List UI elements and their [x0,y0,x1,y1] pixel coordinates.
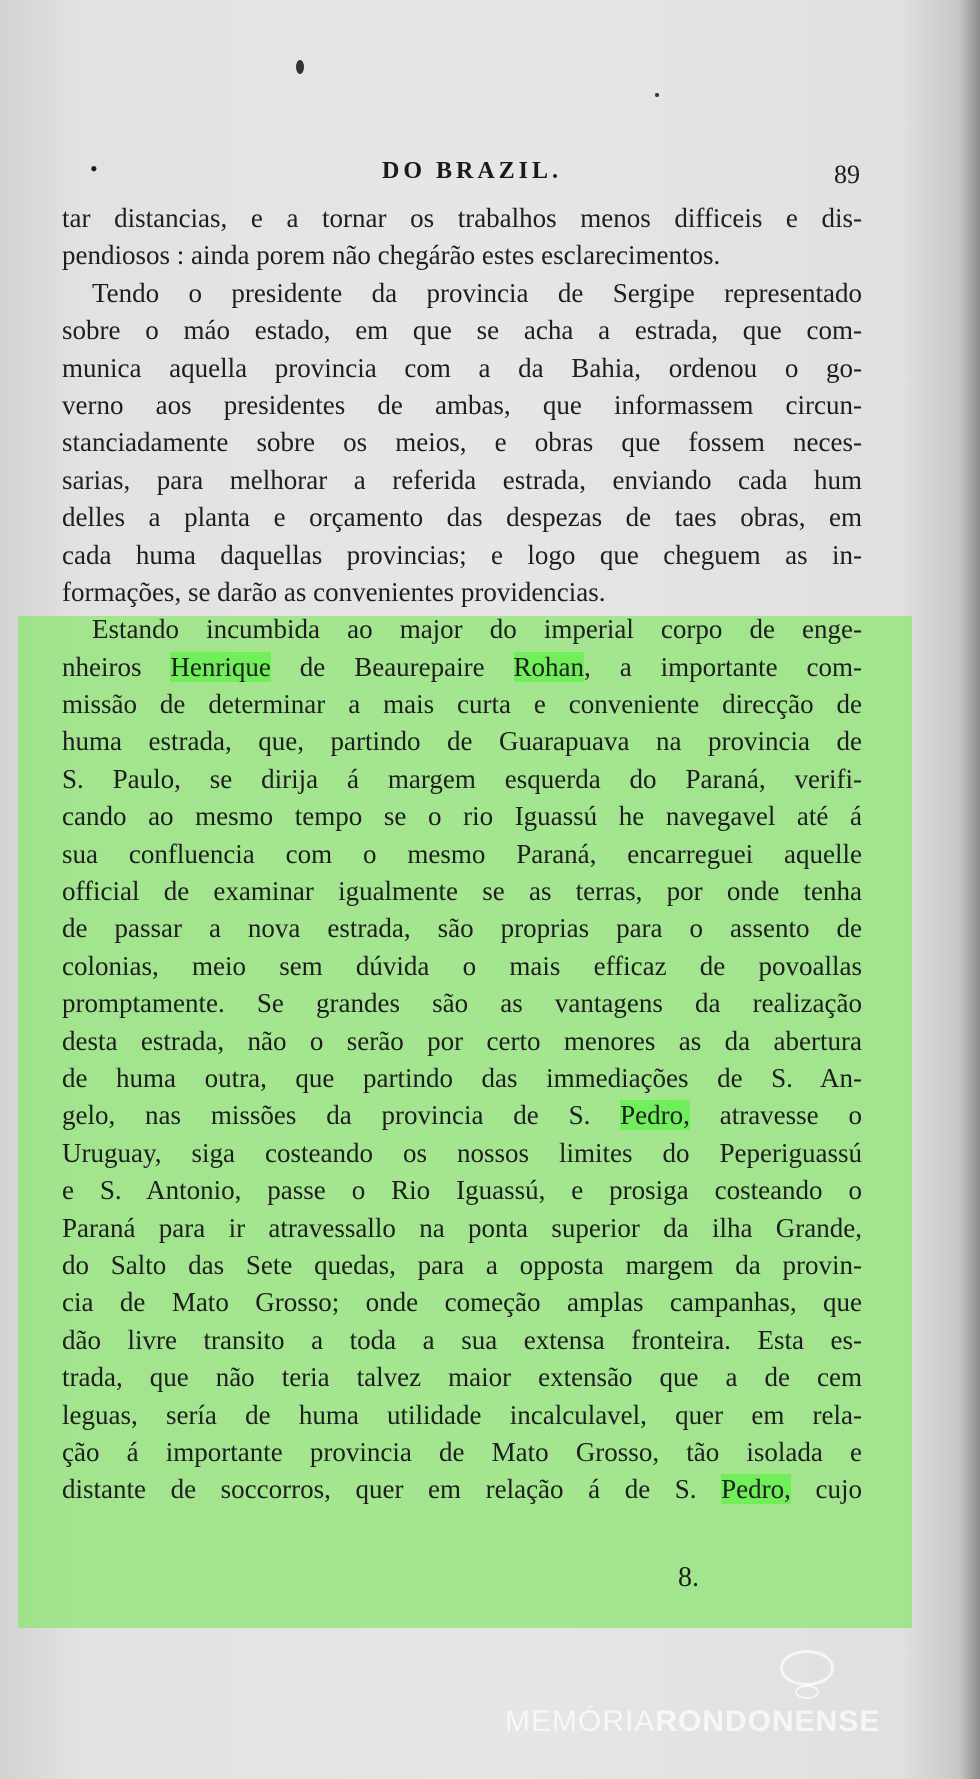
watermark-text-bold: RONDONENSE [655,1705,881,1738]
text-span: nheiros [62,651,171,682]
text-line: trada, que não teria talvez maior extensão que a de cem [62,1362,862,1393]
text-line: leguas, sería de huma utilidade incalculavel, quer em rela- [62,1399,862,1430]
text-span: , a importante com- [584,651,862,682]
watermark-logo-icon [795,1685,819,1699]
running-title: DO BRAZIL. [382,158,563,184]
text-line: cando ao mesmo tempo se o rio Iguassú he navegavel até á [62,801,862,832]
text-line: promptamente. Se grandes são as vantagens da realização [62,988,862,1019]
text-line: colonias, meio sem dúvida o mais efficaz de povoallas [62,950,862,981]
highlighted-name: Pedro, [721,1474,791,1505]
running-header [90,148,860,188]
text-line: official de examinar igualmente se as terras, por onde tenha [62,876,862,907]
text-line: Uruguay, siga costeando os nossos limites do Peperiguassú [62,1137,862,1168]
highlighted-name: Henrique [170,651,271,682]
ink-speck [655,93,659,97]
text-line: Paraná para ir atravessallo na ponta superior da ilha Grande, [62,1212,862,1243]
text-line: de huma outra, que partindo das immediações de S. An- [62,1062,862,1093]
text-line: Estando incumbida ao major do imperial corpo de enge- [92,614,862,645]
page-spine-shadow [960,0,980,1779]
text-span: de Beaurepaire [270,651,514,682]
text-line [62,1097,862,1134]
text-span: gelo, nas missões da provincia de S. [62,1100,621,1131]
signature-mark: 8. [678,1562,699,1593]
text-line: e S. Antonio, passe o Rio Iguassú, e prosiga costeando o [62,1175,862,1206]
text-line: formações, se darão as convenientes providencias. [62,576,606,607]
text-line: tar distancias, e a tornar os trabalhos menos difficeis e dis- [62,203,862,233]
watermark-logo-icon [780,1650,834,1686]
text-line: cada huma daquellas provincias; e logo que cheguem as in- [62,539,862,570]
page-number: 89 [834,160,860,189]
text-line: sua confluencia com o mesmo Paraná, encarreguei aquelle [62,838,862,869]
text-line [62,649,862,686]
text-line: missão de determinar a mais curta e conveniente direcção de [62,689,862,720]
text-line: cia de Mato Grosso; onde começão amplas campanhas, que [62,1287,862,1318]
text-line: huma estrada, que, partindo de Guarapuava na provincia de [62,726,862,757]
text-span: atravesse o [689,1100,862,1131]
ink-speck [296,60,304,74]
text-line: Tendo o presidente da provincia de Sergipe representado [92,277,862,308]
text-line: sarias, para melhorar a referida estrada, enviando cada hum [62,464,862,495]
body-text [62,200,862,1509]
text-line: pendiosos : ainda porem não chegárão estes esclarecimentos. [62,240,721,271]
watermark-text: MEMÓRIA [505,1705,656,1738]
highlighted-name: Rohan [513,651,585,682]
text-line: de passar a nova estrada, são proprias para o assento de [62,913,862,944]
watermark [505,1705,925,1745]
highlighted-name: Pedro, [620,1100,690,1131]
text-span: distante de soccorros, quer em relação á de S. [62,1474,722,1505]
text-line: stanciadamente sobre os meios, e obras que fossem neces- [62,427,862,458]
text-line: do Salto das Sete quedas, para a opposta margem da provin- [62,1249,862,1280]
text-line: ção á importante provincia de Mato Grosso, tão isolada e [62,1436,862,1467]
text-span: cujo [790,1474,862,1505]
text-line: desta estrada, não o serão por certo menores as da abertura [62,1025,862,1056]
text-line [62,1471,862,1508]
text-line: S. Paulo, se dirija á margem esquerda do Paraná, verifi- [62,763,862,794]
text-line: verno aos presidentes de ambas, que informassem circun- [62,389,862,420]
header-bullet: • [90,156,98,181]
text-line: dão livre transito a toda a sua extensa fronteira. Esta es- [62,1324,862,1355]
text-line: sobre o máo estado, em que se acha a estrada, que com- [62,315,862,346]
text-line: munica aquella provincia com a da Bahia, ordenou o go- [62,352,862,383]
text-line: delles a planta e orçamento das despezas de taes obras, em [62,502,862,533]
